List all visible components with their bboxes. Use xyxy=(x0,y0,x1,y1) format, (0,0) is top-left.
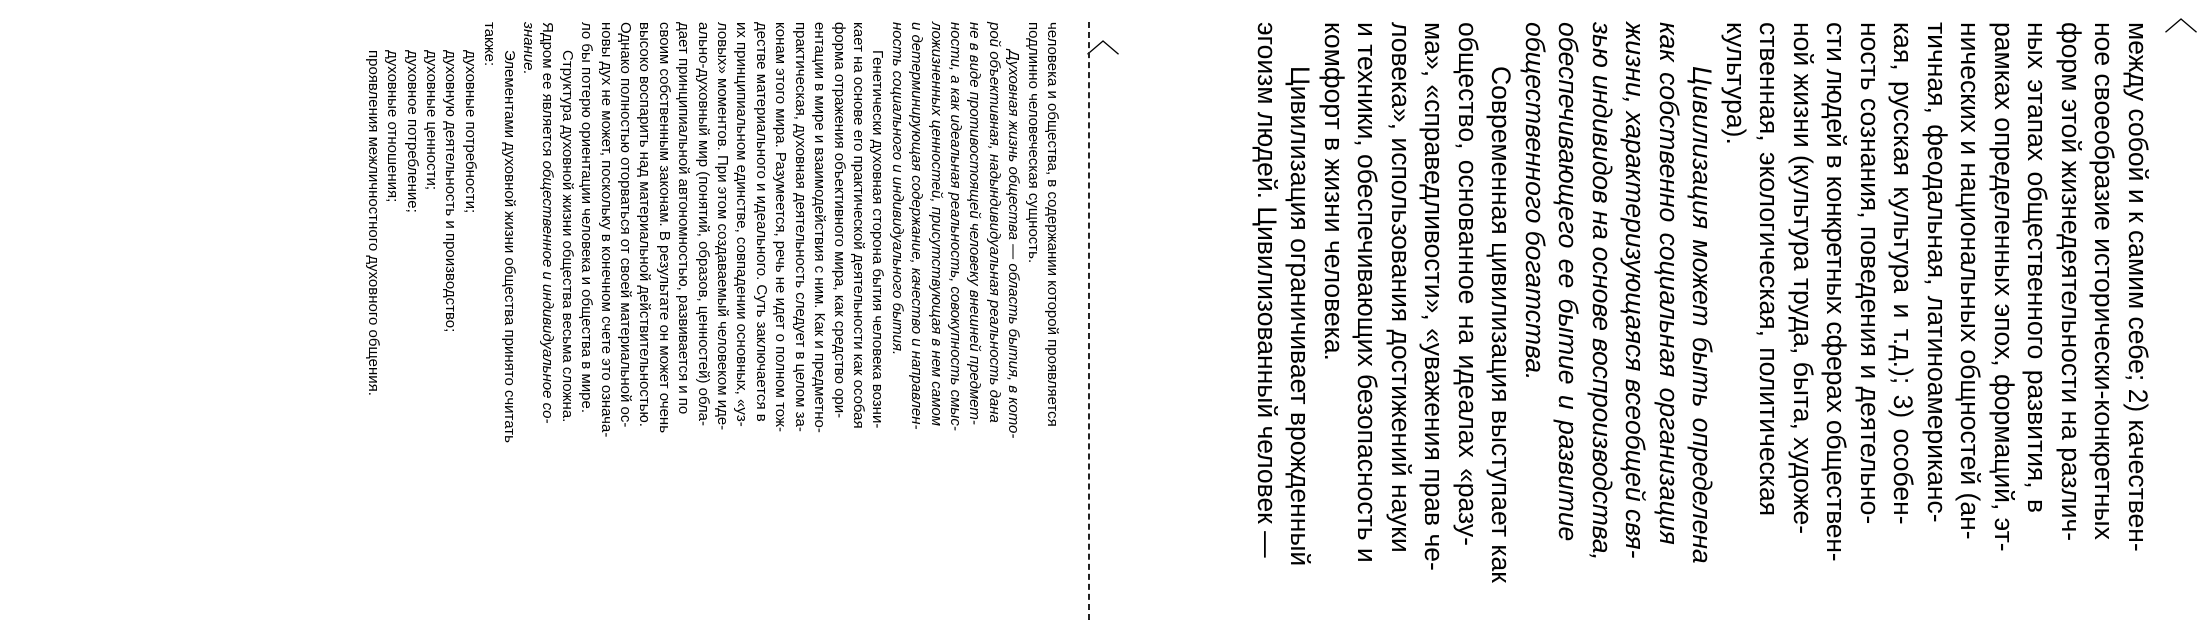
text-line: дает принципиальной автономностью, развивается и по xyxy=(675,22,693,415)
text-line: их принципиальном единстве, совпадении основных, «уз- xyxy=(733,22,751,427)
dashed-separator xyxy=(1088,22,1090,620)
text-line: обеспечивающего ее бытие и развитие xyxy=(1553,22,1584,542)
text-line: кая, русская культура и т.д.); 3) особен- xyxy=(1888,22,1919,525)
text-line: форм этой жизнедеятельности на различ- xyxy=(2056,22,2086,542)
text-line: общество, основанное на идеалах «разу- xyxy=(1453,22,1483,546)
text-line: духовное потребление; xyxy=(403,50,421,213)
text-line: сти людей в конкретных сферах обществен- xyxy=(1821,22,1852,562)
text-line: как собственно социальная организация xyxy=(1654,22,1684,545)
text-line: ально-духовный мир (понятий, образов, ценностей) обла- xyxy=(694,22,712,426)
text-line: Генетически духовная сторона бытия человека возни- xyxy=(869,50,887,429)
text-line: ловых» моментов. При этом создаваемый человеком иде- xyxy=(714,22,732,431)
text-line: ложизненных ценностей, присутствующая в нем самом xyxy=(927,22,945,426)
text-line: кает на основе его практической деятельности как особая xyxy=(849,22,867,429)
text-line: рамках определенных эпох, формаций, эт- xyxy=(1989,22,2019,552)
text-line: форма отражения объективного мира, как средство ори- xyxy=(830,22,848,419)
text-line: и детерминирующая содержание, качество и направлен- xyxy=(908,22,926,430)
text-line: дестве материального и идеального. Суть заключается в xyxy=(752,22,770,422)
text-line: новы дух не может, поскольку в конечном счете это означа- xyxy=(597,22,615,438)
text-line: Структура духовной жизни общества весьма сложна. xyxy=(558,50,576,423)
text-line: эгоизм людей. Цивилизованный человек — xyxy=(1252,22,1282,558)
text-line: ной жизни (культура труда, быта, художе- xyxy=(1788,22,1818,535)
text-line: подлинно человеческая сущность. xyxy=(1024,22,1042,264)
text-line: духовные потребности; xyxy=(461,50,479,214)
chevron-left-icon: 〈 xyxy=(2159,0,2199,34)
text-line: ности, а как идеальная реальность, совокупность смыс- xyxy=(946,22,964,431)
main-text-block xyxy=(1250,22,2155,620)
text-line: духовную деятельность и производство; xyxy=(442,50,460,333)
text-line: зью индивидов на основе воспроизводства, xyxy=(1587,22,1617,561)
text-line: жизни, характеризующаяся всеобщей свя- xyxy=(1620,22,1651,559)
text-line: также: xyxy=(481,22,499,67)
text-line: комфорт в жизни человека. xyxy=(1319,22,1349,361)
text-line: ловека», использования достижений науки xyxy=(1386,22,1416,553)
section-divider xyxy=(1066,22,1121,620)
text-line: общественного богатства. xyxy=(1520,22,1550,381)
text-line: ентации в мире и взаимодействия с ним. Как и предметно- xyxy=(811,22,829,433)
secondary-text-block xyxy=(363,22,1062,620)
text-line: культура). xyxy=(1721,22,1751,145)
text-line xyxy=(538,22,557,620)
text-line: ное своеобразие исторически-конкретных xyxy=(2089,22,2120,540)
text-line: ственная, экологическая, политическая xyxy=(1754,22,1785,517)
text-line: Однако полностью оторваться от своей материальной ос- xyxy=(617,22,635,428)
text-run-italic: общественное и индивидуальное со- xyxy=(539,160,557,424)
text-line: своим собственным законам. В результате он может очень xyxy=(655,22,673,434)
text-line: нических и национальных общностей (ан- xyxy=(1955,22,1986,540)
text-line: Современная цивилизация выступает как xyxy=(1486,66,1517,583)
text-line: практическая, духовная деятельность следует в целом за- xyxy=(791,22,809,432)
text-line: духовные ценности; xyxy=(423,50,440,191)
text-line: рой объективная, надындивидуальная реальность дана xyxy=(985,22,1003,423)
text-line: и техники, обеспечивающих безопасность и xyxy=(1352,22,1383,563)
text-line: Цивилизация ограничивает врожденный xyxy=(1285,66,1316,567)
text-line: ность сознания, поведения и деятельно- xyxy=(1855,22,1885,525)
chevron-left-icon: 〈 xyxy=(1081,22,1121,56)
text-line: ных этапах общественного развития, в xyxy=(2022,22,2053,514)
text-line: высоко воспарить над материальной действительностью. xyxy=(636,22,654,427)
text-line: ло бы потерю ориентации человека и общества в мире. xyxy=(578,22,596,413)
text-line: Цивилизация может быть определена xyxy=(1687,66,1718,564)
text-run: Ядром ее является xyxy=(539,22,557,161)
text-line: Духовная жизнь общества — область бытия, в кото- xyxy=(1005,50,1023,439)
text-line: между собой и к самим себе; 2) качествен- xyxy=(2123,22,2153,552)
text-line: не в виде противостоящей человеку внешней предмет- xyxy=(966,22,984,425)
text-line: знание. xyxy=(520,22,538,75)
text-line: тичная, феодальная, латиноамериканс- xyxy=(1922,22,1952,523)
text-line: ма», «справедливости», «уважения прав че- xyxy=(1419,22,1450,571)
text-line: ность социального и индивидуального бытия. xyxy=(888,22,906,356)
text-line: проявления межличностного духовного общения. xyxy=(364,50,382,396)
text-line: духовные отношения; xyxy=(384,50,402,203)
text-line: конам этого мира. Разумеется, речь не идет о полном тож- xyxy=(772,22,790,432)
text-line: Элементами духовной жизни общества принято считать xyxy=(500,50,518,443)
text-line: человека и общества, в содержании которой проявляется xyxy=(1044,22,1061,427)
